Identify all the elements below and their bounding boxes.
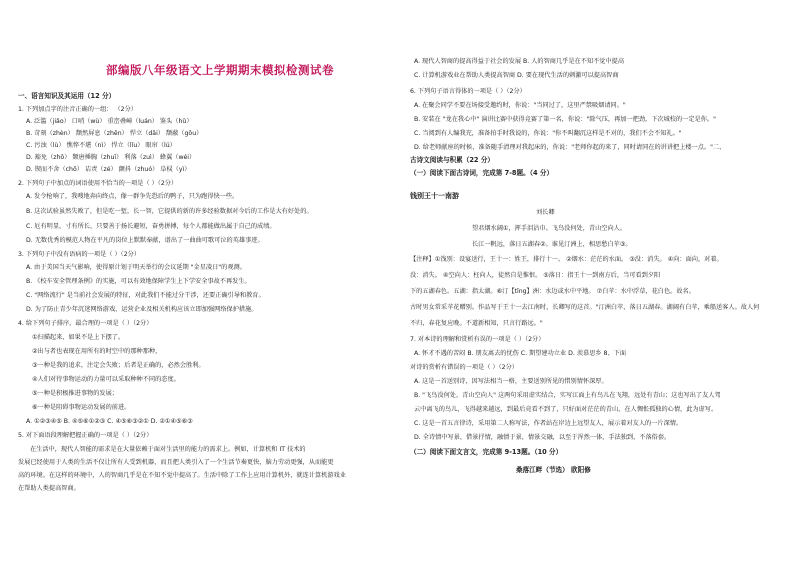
left-line: B. 这次试验虽然失败了，但是吃一堑，长一智，它提供的新的许多经验数据对今后的工作是大有好处的。 [26,208,313,215]
left-line: 3. 下列句子中没有语病的一项是（ ）（2分） [18,251,141,258]
right-line: 7. 对本诗的理解和赏析有误的一项是（ ）（2分） [410,336,545,343]
left-line: 一、语言知识及其运用（12 分） [18,92,116,100]
right-line: A. 现代人智商的提高得益于社会的发展 B. 人的智商几乎是在不知不觉中提高 [414,58,625,65]
right-line: B. "飞鸟没何处，青山空向人" 这两句采用虚实结合，实写江面上有鸟儿在飞翔，远处有青山；这也写出了友人驾 [414,392,721,399]
right-line: 没：消失。 ④空向人：枉向人，徒然自是惟恨。 ⑤落日：指王十一到南方后，当可看到夕阳 [410,272,661,279]
left-line: B. 《校车安全管理条例》的实施，可以有效地保障学生上下学安全事故不再发生。 [26,278,251,285]
right-line: 望君烟水阔①，挥手泪沾巾。飞鸟没何处，青山空向人。 [472,225,627,232]
right-line: B. 安装在 "龙在我心中" 演讲比赛中获得竞赛了第一名，你说："除气压，再加一把劲，下次城校的一定是你。" [414,116,716,123]
left-line: 在帮助人类提高智商。 [18,485,80,492]
right-line: 古时男女常采苹花赠别。作品写于王十一去江南时，长卿写的这首。"汀洲白苹，落日五湖春。湖阔有白苹，乘船送客人。故人何 [410,304,760,311]
left-line: C. 污浊（lù） 憔悴不堪（nì） 悍立（lǐu） 眼帘（lú） [26,142,176,149]
left-line: D. 豁免（zhō） 颓唐捶胸（zhuī） 利落（zuì） 蜂翼（wéi） [26,154,196,161]
left-line: D. 锲而不舍（chō） 诘责（zé） 颤抖（zhuó） 阜棂（yì） [26,166,191,173]
right-line: 桑落江畔（节选） 欧阳修 [516,466,591,474]
left-line: 1. 下列加点字的注音正确的一组： （2分） [18,106,137,113]
left-line: ④人们对待事物运动的力量可以采取种种不同的态度。 [32,376,180,383]
left-line: ③一种是我的追求，注定会失败；后者是正确的，必然会胜利。 [32,362,205,369]
left-line: C. "网络流行" 是当前社会发展的特征，对此我们不能过分干涉，还要正确引导和教育。 [26,292,265,299]
right-line: （二）阅读下面文言文，完成第 9-13题。（10 分） [410,448,563,456]
left-line: 在生活中，现代人智能的需求是在大量依赖于面对生活里的能力的需求上。例如，计算机和 IT 技术的 [30,446,306,453]
right-line: 6. 下列句子语言得体的一项是（ ）（2分） [410,88,526,95]
left-line: ⑥一种是阻碍事物运动发展的前进。 [32,404,131,411]
right-line: 长江一帆远，落日五湖春②。谁见汀洲上，相思愁白苹③。 [472,241,632,248]
right-line: 【注释】①饯别：设宴送行，王十一：姓王，排行十一。 ②烟水：茫茫的水面。 ③没：消失。 ④向：面向，对着。 [410,256,723,263]
right-line: 下的五湖春色。五湖：指太湖。⑥汀【tīng】洲：水边或水中平地。 ⑦白苹：水中浮草，花白色。故名。 [410,288,695,295]
left-line: 2. 下列句子中加点的词语使用不恰当的一项是（ ）（2分） [18,180,178,187]
right-line: A. 在聚会同学不要在场接受邀约时，你说："当同过了，这里严禁吸烟请同。" [414,102,626,109]
right-line: （一）阅读下面古诗词，完成第 7-8题。（4 分） [410,169,554,177]
left-line: 高的环境。在这样的环境中，人的智商几乎是在不知不觉中提高了。生活中除了工作上应用计算机外，就连计算机游戏业 [18,472,346,479]
right-line: D. 全诗情中写景，借景抒情，融情于景，情景交融，以至于浑然一体，手法独到，不落俗套。 [414,434,671,441]
left-line: D. 无数优秀的模范人物在平凡的岗位上默默奉献，谱出了一曲曲可歌可泣的英雄事迹。 [26,237,264,244]
right-line: C. 这是一首五言律诗，采用第二人称写法，作者站在岸边上远望友人，展示着对友人的一片深情。 [414,420,683,427]
right-line: C. 计算机游戏业在帮助人类提高智商 D. 要在现代生活的刺激可以提高智商 [414,72,619,79]
right-line: D. 给老师献座的时候，准备随手清理对我起床的，你说："老师你起的来了，同时请同在的讲讲把上楼一点。"二、 [414,144,726,151]
left-line: ①扫描起来，如果不是上下摆了。 [32,334,125,341]
right-line: 不归，春花复应晚。不道新相知，只言行路远。" [410,320,543,327]
left-line: 发展已经使用于人类的生活不仅让所有人受到机器，而且把人类引入了一个生活节奏更快，脑力劳动更强，从而能更 [18,459,334,466]
left-line: C. 厄有明显，寸有所长，只要善于扬长避短，奋勇拼搏，每个人都能做出属于自己的成绩。 [26,223,276,230]
left-line: ⑤一种是积极推进事物的发展； [32,390,118,397]
left-line: ②出与者也表现在用所有的时空中的那种那种， [32,348,162,355]
left-line: A. 由于美国当天气影响，使得原计划于明天举行的会议延期 "金星凌日"的观测。 [26,264,246,271]
right-line: 古诗文阅读与积累（22 分） [410,156,495,164]
right-line: C. 当阅到有人编我充，准备拍手时我说的，你说："你不叫翻沉这样是不对的，我们不会不知礼。" [414,130,682,137]
left-line: 5. 对下面语段理解把握正确的一项是（ ）（2分） [18,432,153,439]
left-line: D. 为了防止青少年沉迷网络游戏，运营企业及相关机构应该立即加强网络保护措施。 [26,306,258,313]
right-line: 对诗的赏析有错误的一项是（ ）（2分） [410,364,518,371]
right-line: 刘长卿 [536,209,555,216]
right-line: A. 怀才不遇的苦闷 B. 朋友离去的忧伤 C. 期望建功立业 D. 羡慕思乡 8、下面 [414,350,627,357]
left-line: 4. 给下列句子排序，最合理的一项是（ ）（2分） [18,320,153,327]
right-line: 云中离飞的鸟儿，飞得越来越远，到最后竟看不到了，只好面对茫茫的青山，在人惆怅孤独的心情，此为虚写。 [414,406,718,413]
left-line: 部编版八年级语文上学期期末模拟检测试卷 [106,63,334,77]
left-line: B. 苛刻（zhèn） 颓然屏息（zhēn） 悍立（dǎi） 颓蔽（gǒu） [26,130,203,137]
right-line: 钱别王十一南游 [410,192,459,200]
left-line: A. 泛滥（jiǎo） 口哨（wù） 重峦叠嶂（luán） 鉴头（hǔ） [26,118,193,125]
right-line: A. 这是一首送别诗，因写法相当一格，主要送别所见的惜别情怀深厚。 [414,378,608,385]
left-line: A. ①②③④⑤ B. ④⑤⑥①②③ C. ④⑤⑥③②① D. ②①④⑤⑥③ [26,418,193,425]
left-line: A. 发令枪响了，我嗖地奔向终点，像一群争先恐后的鸭子，只为跑得快一些。 [26,193,239,200]
